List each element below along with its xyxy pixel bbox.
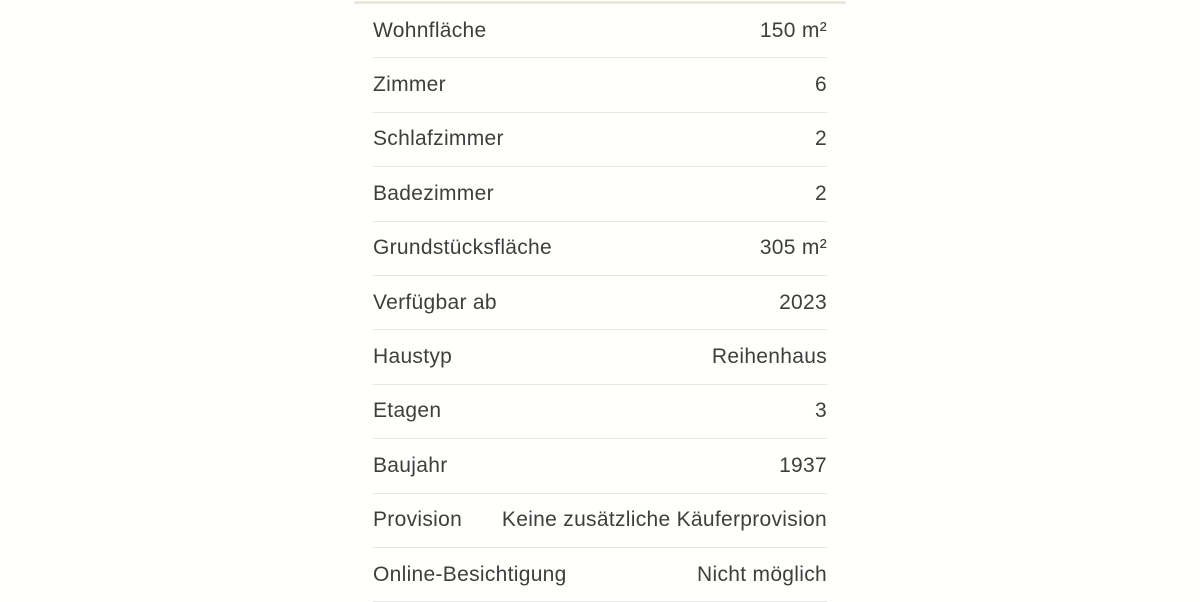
row-label: Badezimmer [373, 181, 494, 205]
row-value: 2 [815, 181, 827, 205]
property-details-table [373, 4, 827, 602]
row-value: 150 m² [759, 18, 827, 42]
table-row [373, 439, 827, 493]
row-label: Online-Besichtigung [373, 562, 567, 586]
row-label: Etagen [373, 399, 442, 423]
row-value: 2023 [779, 290, 827, 314]
table-row [373, 4, 827, 58]
table-row [373, 494, 827, 548]
table-row [373, 548, 827, 602]
table-row [373, 385, 827, 439]
table-row [373, 167, 827, 221]
row-value: 2 [815, 127, 827, 151]
row-label: Wohnfläche [373, 18, 487, 42]
row-label: Verfügbar ab [373, 290, 497, 314]
table-row [373, 330, 827, 384]
table-row [373, 113, 827, 167]
row-value: 3 [815, 399, 827, 423]
table-row [373, 222, 827, 276]
row-value: Nicht möglich [697, 562, 827, 586]
row-label: Haustyp [373, 345, 453, 369]
row-value: Keine zusätzliche Käuferprovision [501, 508, 827, 532]
row-label: Zimmer [373, 73, 446, 97]
row-label: Grundstücksfläche [373, 236, 553, 260]
row-label: Baujahr [373, 453, 448, 477]
row-value: Reihenhaus [711, 345, 827, 369]
row-value: 1937 [779, 453, 827, 477]
table-row [373, 58, 827, 112]
row-value: 6 [815, 73, 827, 97]
row-value: 305 m² [759, 236, 827, 260]
table-row [373, 276, 827, 330]
row-label: Provision [373, 508, 463, 532]
row-label: Schlafzimmer [373, 127, 504, 151]
